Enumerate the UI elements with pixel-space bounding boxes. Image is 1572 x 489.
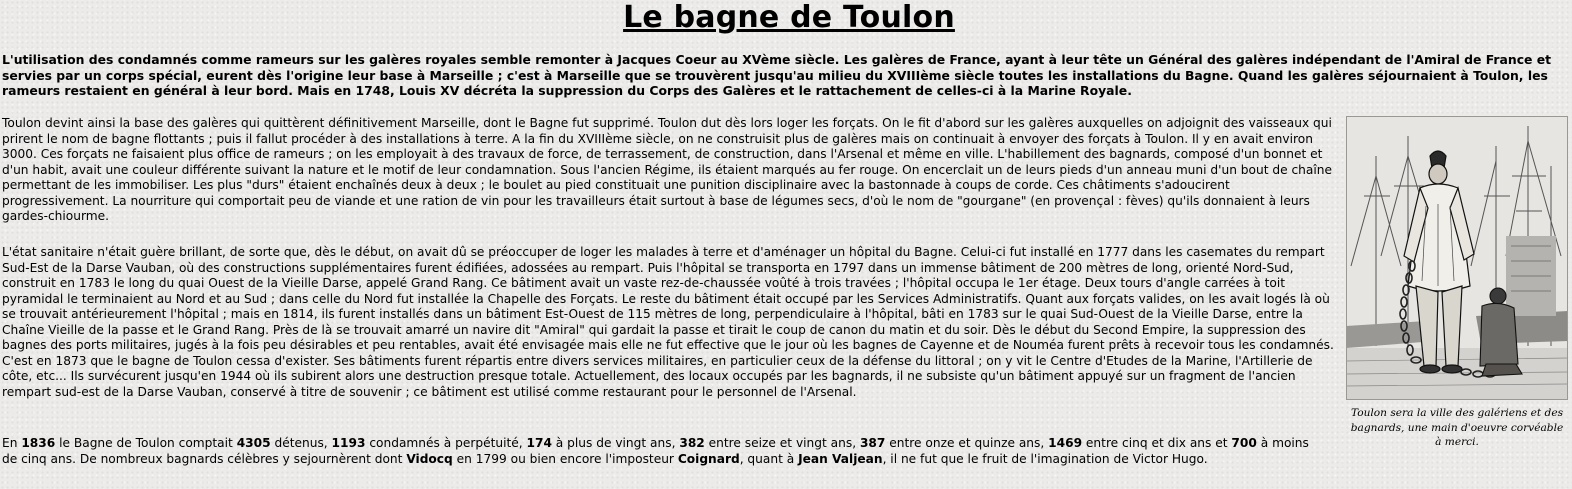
bagnard-engraving-image xyxy=(1346,116,1568,400)
text: , il ne fut que le fruit de l'imagination de Victor Hugo. xyxy=(882,451,1208,466)
text: détenus, xyxy=(270,436,332,450)
text: entre seize et vingt ans, xyxy=(704,436,860,450)
text: en 1799 ou bien encore l'imposteur xyxy=(452,451,678,466)
paragraph-hopital: L'état sanitaire n'était guère brillant, de sorte que, dès le début, on avait dû se préoccuper de loger les malades à terre et d'aménager un hôpital du Bagne. Celui-ci fut installé en 1777 dans les casemates du rempart Sud-Est de la Darse Vauban, où des constructions supplémentaires furent édifiées, adossées au rempart. Puis l'hôpital se transporta en 1797 dans un immense bâtiment de 200 mètres de long, orienté Nord-Sud, construit en 1783 le long du quai Ouest de la Vieille Darse, appelé Grand Rang. Ce bâtiment avait un vaste rez-de-chaussée voûté à trois travées ; l'hôpital occupa le 1er étage. Deux tours d'angle carrées à toit pyramidal le terminaient au Nord et au Sud ; dans celle du Nord fut installée la Chapelle des Forçats. Le reste du bâtiment était occupé par les Services Administratifs. Quant aux forçats valides, on les avait logés là où se trouvait antérieurement l'hôpital ; mais en 1814, ils furent installés dans un bâtiment Est-Ouest de 115 mètres de long, perpendiculaire à l'hôpital, bâti en 1783 sur le quai Sud-Ouest de la Vieille Darse, entre la Chaîne Vieille de la passe et le Grand Rang. Près de là se trouvait amarré un navire dit "Amiral" qui gardait la passe et tirait le coup de canon du matin et du soir. Dès le début du Second Empire, la suppression des bagnes des ports militaires, jugés à la fois peu désirables et peu rentables, avait été envisagée mais elle ne fut effective que le jour où les bagnes de Cayenne et de Nouméa furent prêts à recevoir tous les condamnés. C'est en 1873 que le bagne de Toulon cessa d'exister. Ses bâtiments furent répartis entre divers services militaires, en particulier ceux de la défense du littoral ; on y vit le Centre d'Etudes de la Marine, l'Artillerie de côte, etc... Ils survécurent jusqu'en 1944 où ils subirent alors une destruction presque totale. Actuellement, des locaux occupés par les bagnards, il ne subsiste qu'un bâtiment appuyé sur un fragment de l'ancien rempart sud-est de la Darse Vauban, conservé à titre de souvenir ; ce bâtiment est utilisé comme restaurant pour le personnel de l'Arsenal. xyxy=(2,245,1334,399)
name-vidocq: Vidocq xyxy=(406,451,453,466)
paragraph-statistics xyxy=(2,436,1320,467)
text: , quant à xyxy=(739,451,799,466)
text: condamnés à perpétuité, xyxy=(365,436,527,450)
name-coignard: Coignard xyxy=(677,451,740,466)
paragraph-forcats: Toulon devint ainsi la base des galères qui quittèrent définitivement Marseille, dont le Bagne fut supprimé. Toulon dut dès lors loger les forçats. On le fit d'abord sur les galères auxquelles on adjoignit des vaisseaux qui prirent le nom de bagne flottants ; puis il fallut procéder à des installations à terre. A la fin du XVIIIème siècle, on ne construisit plus de galères mais on continuait à envoyer des forçats à Toulon. Il y en avait environ 3000. Ces forçats ne faisaient plus office de rameurs ; on les employait à des travaux de force, de terrassement, de construction, dans l'Arsenal et même en ville. L'habillement des bagnards, composé d'un bonnet et d'un habit, avait une couleur différente suivant la nature et le motif de leur condamnation. Sous l'ancien Régime, ils étaient marqués au fer rouge. On encerclait un de leurs pieds d'un anneau muni d'un bout de chaîne permettant de les immobiliser. Les plus "durs" étaient enchaînés deux à deux ; le boulet au pied constituait une punition disciplinaire avec la bastonnade à coups de corde. Ces châtiments s'adoucirent progressivement. La nourriture qui comportait peu de viande et une ration de vin pour les travailleurs était surtout à base de légumes secs, d'où le nom de "gourgane" (en provençal : fèves) qu'ils donnaient à leurs gardes-chiourme. xyxy=(2,116,1332,224)
stat-perpetuite: 1193 xyxy=(331,436,366,450)
text: entre onze et quinze ans, xyxy=(885,436,1049,450)
text: à moins de cinq ans. De nombreux bagnards célèbres y sejournèrent dont xyxy=(2,436,1309,466)
figure xyxy=(1346,116,1568,450)
name-jean-valjean: Jean Valjean xyxy=(798,451,883,466)
stat-plus-vingt: 174 xyxy=(526,436,552,450)
stat-seize-vingt: 382 xyxy=(679,436,705,450)
stat-cinq-dix: 1469 xyxy=(1048,436,1083,450)
text: entre cinq et dix ans et xyxy=(1082,436,1232,450)
stat-moins-cinq: 700 xyxy=(1231,436,1257,450)
text: le Bagne de Toulon comptait xyxy=(55,436,237,450)
figure-caption: Toulon sera la ville des galériens et des bagnards, une main d'oeuvre corvéable à merci. xyxy=(1350,407,1564,448)
text: En xyxy=(2,436,22,450)
stat-detenus: 4305 xyxy=(236,436,271,450)
intro-paragraph: L'utilisation des condamnés comme rameurs sur les galères royales semble remonter à Jacques Coeur au XVème siècle. Les galères de France, ayant à leur tête un Général des galères indépendant de l'Amiral de France et servies par un corps spécial, eurent dès l'origine leur base à Marseille ; c'est à Marseille que se trouvèrent jusqu'au milieu du XVIIIème siècle toutes les installations du Bagne. Quand les galères séjournaient à Toulon, les rameurs restaient en général à leur bord. Mais en 1748, Louis XV décréta la suppression du Corps des Galères et le rattachement de celles-ci à la Marine Royale. xyxy=(2,52,1552,98)
stat-year: 1836 xyxy=(21,436,56,450)
stat-onze-quinze: 387 xyxy=(859,436,886,450)
text: à plus de vingt ans, xyxy=(551,436,680,450)
page-title: Le bagne de Toulon xyxy=(623,0,955,35)
